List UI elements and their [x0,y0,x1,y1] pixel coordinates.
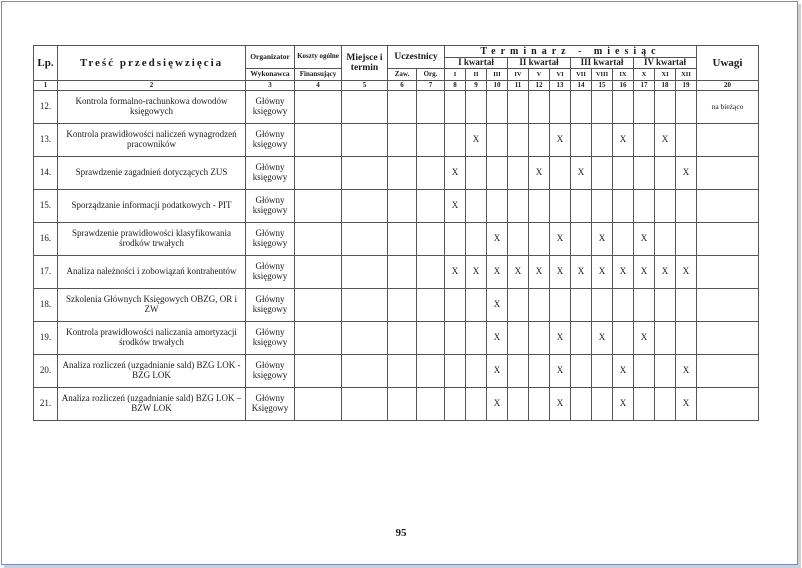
empty-cell [342,124,388,157]
month-cell [508,355,529,388]
month-cell: X [550,223,571,256]
row-task: Sporządzanie informacji podatkowych - PIT [58,190,246,223]
empty-cell [417,322,445,355]
column-number: 9 [466,81,487,91]
month-label: I [445,69,466,81]
header-wykonawca: Wykonawca [246,69,295,81]
month-cell [508,124,529,157]
empty-cell [342,289,388,322]
row-lp: 15. [34,190,58,223]
month-cell [529,91,550,124]
row-note [697,355,759,388]
month-cell: X [466,124,487,157]
month-cell: X [487,223,508,256]
month-cell: X [613,355,634,388]
month-cell [571,124,592,157]
month-cell [634,91,655,124]
header-uwagi: Uwagi [697,46,759,81]
month-cell: X [550,322,571,355]
empty-cell [342,322,388,355]
column-number: 6 [388,81,417,91]
table-row [34,124,759,157]
month-cell [592,190,613,223]
column-number: 1 [34,81,58,91]
month-cell: X [445,190,466,223]
month-cell: X [613,124,634,157]
month-cell [571,289,592,322]
month-cell [634,355,655,388]
month-cell [445,355,466,388]
month-label: III [487,69,508,81]
empty-cell [295,190,342,223]
month-cell: X [592,223,613,256]
month-cell [613,157,634,190]
header-zaw: Zaw. [388,69,417,81]
month-cell [571,91,592,124]
month-cell: X [529,256,550,289]
month-cell: X [613,256,634,289]
column-number: 18 [655,81,676,91]
empty-cell [388,91,417,124]
month-cell: X [466,256,487,289]
month-cell [487,157,508,190]
column-number: 20 [697,81,759,91]
empty-cell [417,124,445,157]
header-title: Treść przedsięwzięcia [58,46,246,81]
row-organizer: Główny księgowy [246,256,295,289]
row-lp: 16. [34,223,58,256]
empty-cell [417,256,445,289]
empty-cell [388,124,417,157]
table-row [34,388,759,421]
month-cell: X [487,289,508,322]
month-cell [571,388,592,421]
month-cell [634,289,655,322]
row-lp: 17. [34,256,58,289]
month-cell: X [529,157,550,190]
month-label: VIII [592,69,613,81]
month-cell: X [676,157,697,190]
month-cell: X [592,256,613,289]
month-cell [529,124,550,157]
month-cell [445,289,466,322]
month-cell: X [571,256,592,289]
empty-cell [388,322,417,355]
row-note [697,223,759,256]
empty-cell [388,355,417,388]
empty-cell [417,388,445,421]
empty-cell [417,91,445,124]
table-row [34,289,759,322]
month-cell: X [487,256,508,289]
column-number: 19 [676,81,697,91]
month-cell [592,289,613,322]
row-note [697,190,759,223]
header-koszty: Koszty ogólne [295,46,342,69]
month-cell [529,190,550,223]
month-cell: X [508,256,529,289]
quarter-label: I kwartał [445,58,508,69]
month-label: II [466,69,487,81]
month-cell: X [592,322,613,355]
month-cell [613,91,634,124]
month-cell [529,223,550,256]
empty-cell [295,124,342,157]
row-task: Analiza należności i zobowiązań kontrahentów [58,256,246,289]
month-cell: X [550,355,571,388]
month-cell: X [676,388,697,421]
table-row [34,355,759,388]
row-task: Kontrola prawidłowości naliczania amortyzacji środków trwałych [58,322,246,355]
empty-cell [342,256,388,289]
header-lp: Lp. [34,46,58,81]
empty-cell [342,355,388,388]
month-cell [655,289,676,322]
month-cell [613,190,634,223]
month-cell [445,322,466,355]
month-cell [571,223,592,256]
month-cell [550,157,571,190]
month-cell [655,388,676,421]
month-label: XI [655,69,676,81]
column-number: 5 [342,81,388,91]
month-cell: X [613,388,634,421]
empty-cell [295,91,342,124]
month-cell [655,157,676,190]
month-label: XII [676,69,697,81]
month-cell [466,322,487,355]
row-lp: 12. [34,91,58,124]
row-task: Kontrola formalno-rachunkowa dowodów księgowych [58,91,246,124]
month-cell: X [571,157,592,190]
empty-cell [388,289,417,322]
month-cell [487,190,508,223]
page-number: 95 [395,527,407,539]
row-organizer: Główny księgowy [246,355,295,388]
row-task: Sprawdzenie zagadnień dotyczących ZUS [58,157,246,190]
month-cell [613,223,634,256]
column-number: 14 [571,81,592,91]
empty-cell [388,190,417,223]
month-cell [634,157,655,190]
month-cell [634,124,655,157]
empty-cell [295,157,342,190]
row-note [697,388,759,421]
month-cell [466,190,487,223]
month-cell [676,124,697,157]
row-lp: 21. [34,388,58,421]
month-cell [466,223,487,256]
month-cell [445,388,466,421]
header-miejsce: Miejsce i termin [342,46,388,81]
empty-cell [388,388,417,421]
month-cell [613,322,634,355]
column-number: 12 [529,81,550,91]
month-cell [529,322,550,355]
month-cell [592,91,613,124]
month-cell [550,289,571,322]
empty-cell [295,256,342,289]
month-cell: X [550,388,571,421]
month-cell [529,388,550,421]
month-label: VI [550,69,571,81]
month-cell [487,91,508,124]
month-cell [445,223,466,256]
month-label: VII [571,69,592,81]
column-number: 8 [445,81,466,91]
month-cell [655,355,676,388]
empty-cell [295,388,342,421]
row-organizer: Główny księgowy [246,91,295,124]
month-label: IX [613,69,634,81]
row-lp: 18. [34,289,58,322]
month-cell [676,289,697,322]
month-cell [466,355,487,388]
row-note [697,256,759,289]
month-cell [592,124,613,157]
month-cell [571,190,592,223]
month-cell: X [550,256,571,289]
row-note [697,322,759,355]
row-organizer: Główny księgowy [246,124,295,157]
row-lp: 20. [34,355,58,388]
column-number: 3 [246,81,295,91]
empty-cell [295,223,342,256]
row-task: Sprawdzenie prawidłowości klasyfikowania środków trwałych [58,223,246,256]
empty-cell [417,157,445,190]
month-cell [508,190,529,223]
column-number: 13 [550,81,571,91]
row-note [697,124,759,157]
table-row [34,223,759,256]
month-cell [592,157,613,190]
month-cell [508,322,529,355]
table-row [34,322,759,355]
month-cell: X [445,256,466,289]
empty-cell [295,289,342,322]
row-task: Analiza rozliczeń (uzgadnianie sald) BZG LOK - BZG LOK [58,355,246,388]
row-note [697,157,759,190]
empty-cell [342,190,388,223]
month-cell [676,223,697,256]
empty-cell [295,355,342,388]
empty-cell [342,223,388,256]
empty-cell [342,91,388,124]
month-cell: X [487,322,508,355]
empty-cell [388,223,417,256]
column-number: 10 [487,81,508,91]
month-cell [508,91,529,124]
month-cell [466,157,487,190]
month-cell [634,190,655,223]
column-number: 11 [508,81,529,91]
month-cell [613,289,634,322]
row-organizer: Główny księgowy [246,190,295,223]
schedule-table [33,45,759,421]
row-task: Kontrola prawidłowości naliczeń wynagrodzeń pracowników [58,124,246,157]
month-cell: X [634,223,655,256]
header-terminarz: Terminarz - miesiąc [445,46,697,58]
row-organizer: Główny Księgowy [246,388,295,421]
column-number: 17 [634,81,655,91]
month-cell [445,91,466,124]
month-cell [676,91,697,124]
month-cell [466,289,487,322]
month-cell [634,388,655,421]
month-cell [508,157,529,190]
month-cell [655,322,676,355]
row-lp: 19. [34,322,58,355]
month-cell: X [655,256,676,289]
row-organizer: Główny księgowy [246,322,295,355]
row-organizer: Główny księgowy [246,289,295,322]
month-cell [508,388,529,421]
month-cell [550,190,571,223]
month-cell [655,91,676,124]
month-cell: X [487,355,508,388]
month-cell [445,124,466,157]
empty-cell [388,157,417,190]
month-label: V [529,69,550,81]
empty-cell [295,322,342,355]
header-uczestnicy: Uczestnicy [388,46,445,69]
month-cell: X [487,388,508,421]
month-cell [571,322,592,355]
month-cell [571,355,592,388]
quarter-label: IV kwartał [634,58,697,69]
month-cell: X [676,256,697,289]
month-cell [487,124,508,157]
month-cell [550,91,571,124]
row-note [697,289,759,322]
row-organizer: Główny księgowy [246,223,295,256]
month-cell [529,355,550,388]
month-cell [592,355,613,388]
month-cell: X [634,256,655,289]
row-lp: 14. [34,157,58,190]
month-cell: X [634,322,655,355]
month-cell [655,190,676,223]
table-row [34,256,759,289]
column-number: 15 [592,81,613,91]
month-label: IV [508,69,529,81]
month-cell [508,289,529,322]
month-cell [655,223,676,256]
column-number: 7 [417,81,445,91]
month-cell: X [655,124,676,157]
month-cell: X [676,355,697,388]
table-row [34,91,759,124]
month-cell [676,190,697,223]
month-cell [676,322,697,355]
quarter-label: II kwartał [508,58,571,69]
empty-cell [417,223,445,256]
table-row [34,190,759,223]
row-task: Analiza rozliczeń (uzgadnianie sald) BZG LOK – BZW LOK [58,388,246,421]
empty-cell [417,289,445,322]
empty-cell [342,157,388,190]
column-number: 16 [613,81,634,91]
month-cell: X [445,157,466,190]
row-note: na bieżąco [697,91,759,124]
month-cell [592,388,613,421]
row-task: Szkolenia Głównych Księgowych OBZG, OR i ZW [58,289,246,322]
empty-cell [388,256,417,289]
empty-cell [417,355,445,388]
month-cell [529,289,550,322]
row-organizer: Główny księgowy [246,157,295,190]
month-cell [466,388,487,421]
month-cell [508,223,529,256]
table-row [34,157,759,190]
header-finansujacy: Finansujący [295,69,342,81]
month-cell: X [550,124,571,157]
empty-cell [342,388,388,421]
quarter-label: III kwartał [571,58,634,69]
month-label: X [634,69,655,81]
column-number: 2 [58,81,246,91]
empty-cell [417,190,445,223]
header-org: Org. [417,69,445,81]
header-organizator: Organizator [246,46,295,69]
column-number: 4 [295,81,342,91]
month-cell [466,91,487,124]
row-lp: 13. [34,124,58,157]
